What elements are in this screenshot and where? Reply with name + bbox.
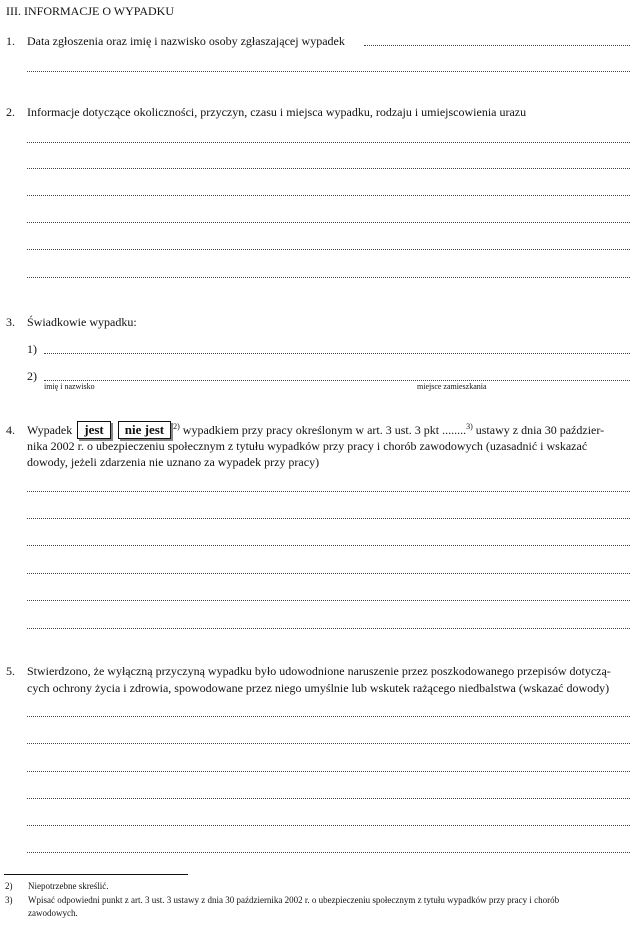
q2-answer-line-2[interactable] (27, 168, 630, 169)
q5-line-2: cych ochrony życia i zdrowia, spowodowane przez niego umyślnie lub wskutek rażącego niedbalstwa (wskazać dowody) (27, 681, 610, 695)
q4-footnote-ref-3: 3) (466, 422, 473, 431)
q3-witness-1-line[interactable] (44, 353, 630, 354)
q4-answer-line-6[interactable] (27, 628, 630, 629)
q5-answer-line-2[interactable] (27, 743, 630, 744)
q3-label-place: miejsce zamieszkania (417, 382, 487, 391)
footnote-3-marker: 3) (5, 895, 13, 905)
q1-label: Data zgłoszenia oraz imię i nazwisko osoby zgłaszającej wypadek (27, 34, 345, 48)
q4-option-jest[interactable]: jest (77, 421, 111, 439)
q2-answer-line-1[interactable] (27, 142, 630, 143)
q4-line-1 (27, 416, 604, 441)
q1-answer-line-1[interactable] (364, 45, 630, 46)
q4-answer-line-3[interactable] (27, 545, 630, 546)
q4-answer-line-1[interactable] (27, 491, 630, 492)
q4-option-nie-jest[interactable]: nie jest (118, 421, 171, 439)
q4-line-2: nika 2002 r. o ubezpieczeniu społecznym z tytułu wypadków przy pracy i chorób zawodowych (uzasadnić i wskazać (27, 439, 588, 453)
q2-label: Informacje dotyczące okoliczności, przyczyn, czasu i miejsca wypadku, rodzaju i umiejscowienia urazu (27, 105, 527, 119)
footnote-3-line-1: Wpisać odpowiedni punkt z art. 3 ust. 3 ustawy z dnia 30 października 2002 r. o ubezpieczeniu społecznym z tytułu wypadków przy pracy i chorób (28, 895, 560, 905)
q3-witness-1-marker: 1) (27, 342, 37, 356)
footnote-2-marker: 2) (5, 881, 13, 891)
q4-text-mid: wypadkiem przy pracy określonym w art. 3 ust. 3 pkt ........ (182, 423, 467, 437)
q4-answer-line-5[interactable] (27, 600, 630, 601)
q2-answer-line-5[interactable] (27, 249, 630, 250)
q4-line-3: dowody, jeżeli zdarzenia nie uznano za wypadek przy pracy) (27, 455, 320, 469)
section-title: III. INFORMACJE O WYPADKU (6, 4, 175, 18)
footnote-2-text: Niepotrzebne skreślić. (28, 881, 109, 891)
q2-number: 2. (6, 105, 15, 119)
q4-text-pre: Wypadek (27, 423, 73, 437)
footnote-separator (4, 874, 188, 875)
footnote-3-line-2: zawodowych. (28, 908, 78, 918)
q5-answer-line-3[interactable] (27, 771, 630, 772)
q3-number: 3. (6, 315, 15, 329)
q4-answer-line-4[interactable] (27, 573, 630, 574)
q2-answer-line-3[interactable] (27, 195, 630, 196)
q5-line-1: Stwierdzono, że wyłączną przyczyną wypadku było udowodnione naruszenie przez poszkodowanego przepisów dotyczą- (27, 664, 611, 678)
q1-number: 1. (6, 34, 15, 48)
q4-text-post: ustawy z dnia 30 paździer- (472, 423, 605, 437)
q5-answer-line-4[interactable] (27, 798, 630, 799)
q3-witness-2-marker: 2) (27, 369, 37, 383)
q5-number: 5. (6, 664, 15, 678)
q1-answer-line-2[interactable] (27, 71, 630, 72)
q3-label: Świadkowie wypadku: (27, 315, 137, 329)
q5-answer-line-5[interactable] (27, 825, 630, 826)
q4-footnote-ref-2: 2) (173, 422, 180, 431)
q2-answer-line-4[interactable] (27, 222, 630, 223)
q5-answer-line-1[interactable] (27, 716, 630, 717)
q4-answer-line-2[interactable] (27, 518, 630, 519)
q4-number: 4. (6, 423, 15, 437)
q5-answer-line-6[interactable] (27, 852, 630, 853)
q3-label-name: imię i nazwisko (44, 382, 95, 391)
q2-answer-line-6[interactable] (27, 277, 630, 278)
q3-witness-2-line[interactable] (44, 380, 630, 381)
